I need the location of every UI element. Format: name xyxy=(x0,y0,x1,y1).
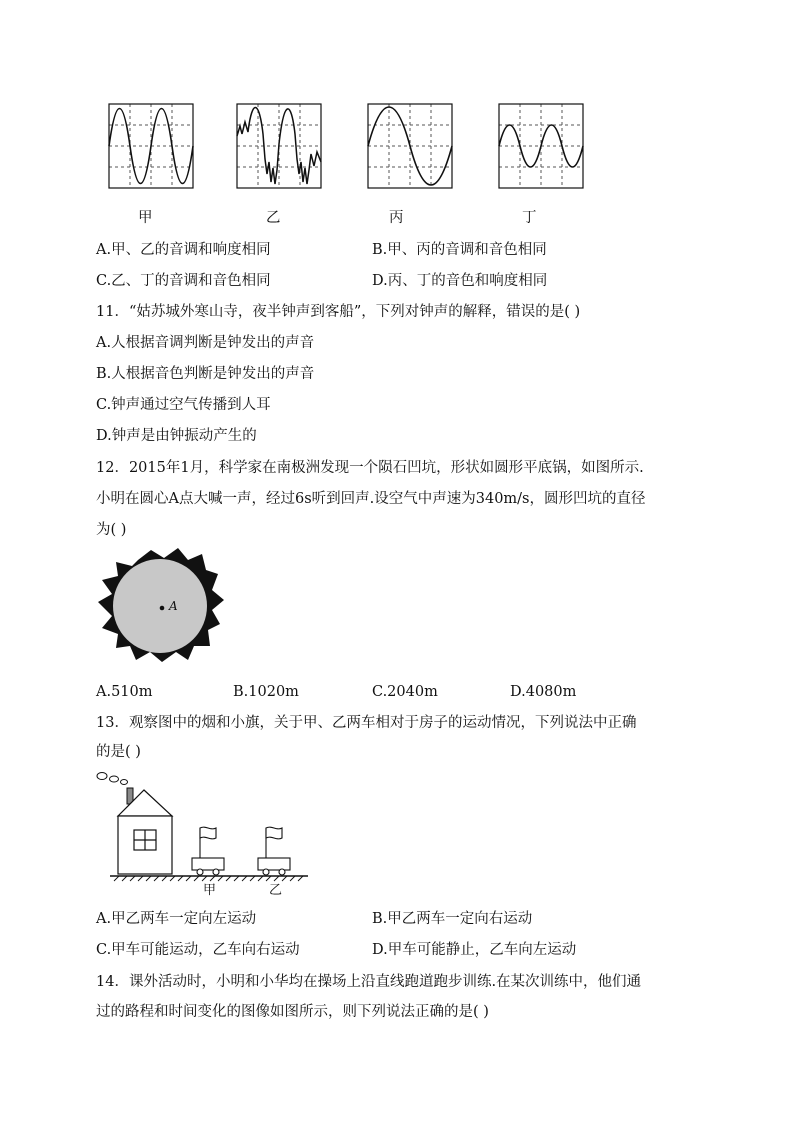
point-a-dot xyxy=(160,606,165,611)
car-label-yi: 乙 xyxy=(269,883,283,898)
q11-option-c[interactable]: C.钟声通过空气传播到人耳 xyxy=(96,397,271,413)
q12-option-a[interactable]: A.510m xyxy=(96,684,153,700)
wave-label-ding: 丁 xyxy=(522,210,537,226)
q11-option-d[interactable]: D.钟声是由钟振动产生的 xyxy=(96,428,257,444)
smoke-puffs xyxy=(97,773,128,785)
point-a-label: A xyxy=(169,599,178,613)
ground-hatch xyxy=(114,876,303,881)
q10-option-d[interactable]: D.丙、丁的音色和响度相同 xyxy=(372,273,548,289)
q13-option-b[interactable]: B.甲乙两车一定向右运动 xyxy=(372,911,533,927)
waveform-bing xyxy=(368,104,452,188)
q10-option-b[interactable]: B.甲、丙的音调和音色相同 xyxy=(372,242,547,258)
car-yi xyxy=(258,827,290,875)
q13-stem-line-1: 13．观察图中的烟和小旗，关于甲、乙两车相对于房子的运动情况，下列说法中正确 xyxy=(96,715,637,731)
house-cars-figure xyxy=(94,768,314,898)
wave-label-yi: 乙 xyxy=(266,210,281,226)
q14-stem-line-1: 14．课外活动时，小明和小华均在操场上沿直线跑道跑步训练.在某次训练中，他们通 xyxy=(96,974,642,990)
q12-stem-line-1: 12．2015年1月，科学家在南极洲发现一个陨石凹坑，形状如圆形平底锅，如图所示. xyxy=(96,460,644,476)
q13-option-a[interactable]: A.甲乙两车一定向左运动 xyxy=(96,911,257,927)
q12-option-b[interactable]: B.1020m xyxy=(233,684,299,700)
q12-stem-line-2: 小明在圆心A点大喊一声，经过6s听到回声.设空气中声速为340m/s，圆形凹坑的直径 xyxy=(96,491,646,507)
wave-label-bing: 丙 xyxy=(389,210,404,226)
wave-label-jia: 甲 xyxy=(138,210,153,226)
q14-stem-line-2: 过的路程和时间变化的图像如图所示，则下列说法正确的是( ) xyxy=(96,1004,489,1020)
q13-stem-line-2: 的是( ) xyxy=(96,744,141,760)
house xyxy=(118,790,172,874)
q12-option-c[interactable]: C.2040m xyxy=(372,684,438,700)
waveform-ding xyxy=(499,104,583,188)
q10-option-c[interactable]: C.乙、丁的音调和音色相同 xyxy=(96,273,271,289)
car-label-jia: 甲 xyxy=(203,883,217,898)
waveform-yi xyxy=(237,104,321,188)
q13-option-c[interactable]: C.甲车可能运动，乙车向右运动 xyxy=(96,942,300,958)
q10-option-a[interactable]: A.甲、乙的音调和响度相同 xyxy=(96,242,271,258)
q12-option-d[interactable]: D.4080m xyxy=(510,684,577,700)
crater-figure xyxy=(96,546,226,666)
q11-option-b[interactable]: B.人根据音色判断是钟发出的声音 xyxy=(96,366,315,382)
q11-option-a[interactable]: A.人根据音调判断是钟发出的声音 xyxy=(96,335,315,351)
q12-stem-line-3: 为( ) xyxy=(96,522,127,538)
q13-option-d[interactable]: D.甲车可能静止，乙车向左运动 xyxy=(372,942,577,958)
waveform-jia xyxy=(109,104,193,188)
q11-stem: 11．“姑苏城外寒山寺，夜半钟声到客船”，下列对钟声的解释，错误的是( ) xyxy=(96,304,581,320)
car-jia xyxy=(192,827,224,875)
